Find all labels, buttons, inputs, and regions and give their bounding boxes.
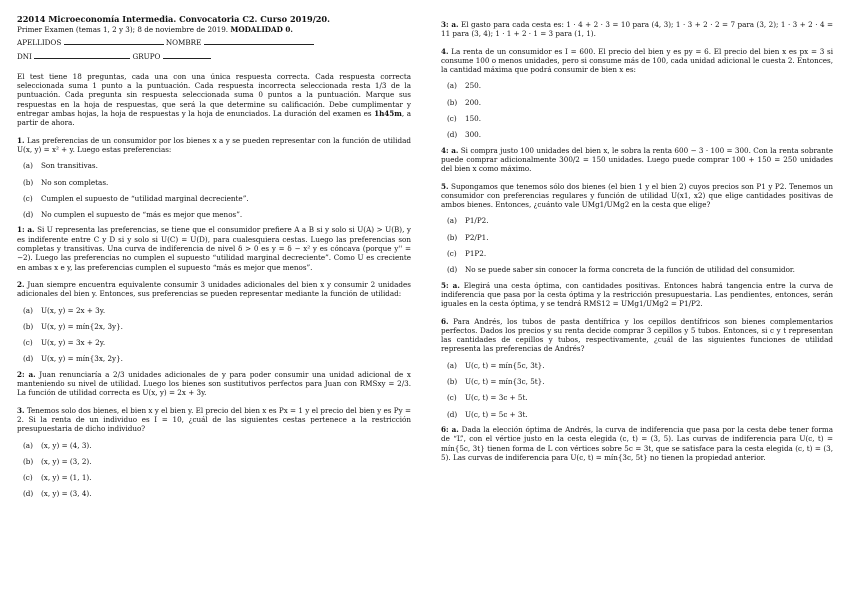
option-2c[interactable] [17,338,411,347]
apellidos-label: APELLIDOS [17,38,62,48]
nombre-line[interactable] [204,37,314,45]
option-6b[interactable] [441,377,833,386]
question-number: 2. [17,279,25,289]
answer-text: Si compra justo 100 unidades del bien x, le sobra la renta 600 − 3 · 100 = 300. Con la renta sobrante puede comprar adicionalmente 300/2 = 150 unidades. Luego puede comprar 100 + 150 = 250 unidades del bien x como máximo. [441,145,833,174]
option-text: U(c, t) = 5c + 3t. [465,409,528,419]
grupo-line[interactable] [163,51,211,59]
option-text: (x, y) = (3, 4). [41,489,92,499]
option-3d[interactable] [17,489,411,498]
option-5b[interactable] [441,233,833,242]
question-5 [441,182,833,210]
answer-text: Dada la elección óptima de Andrés, la curva de indiferencia que pasa por la cesta debe tener forma de “L”, con el vértice justo en la cesta elegida (c, t) = (3, 5). Las curvas de indiferencia para U(c, t) = mín{5c, 3t} tienen forma de L con vértices sobre 5c = 3t, que se satisface para la cesta elegida (c, t) = (3, 5). Las curvas de indiferencia para U(c, t) = mín{3c, 5t} no tienen la propiedad anterior. [441,424,833,462]
exam-duration: 1h45m [374,109,402,119]
option-text: U(x, y) = mín{3x, 2y}. [41,354,123,364]
option-label: (c) [23,473,33,483]
question-text: Supongamos que tenemos sólo dos bienes (el bien 1 y el bien 2) cuyos precios son P1 y P2. Tenemos un consumidor con preferencias regulares y función de utilidad U(x1, x2) que elige cantidades positivas de ambos bienes. Entonces, ¿cuánto vale UMg1/UMg2 en la cesta que elige? [441,181,833,210]
option-text: U(x, y) = 2x + 3y. [41,305,106,315]
option-label: (c) [23,193,33,203]
answer-text: Juan renunciaría a 2/3 unidades adicionales de y para poder consumir una unidad adicional de x manteniendo su nivel de utilidad. Luego los bienes son sustitutivos perfectos para Juan con RMSxy = 2/3. La función de utilidad correcta es U(x, y) = 2x + 3y. [17,369,411,398]
option-text: U(c, t) = 3c + 5t. [465,393,528,403]
option-1c[interactable] [17,194,411,203]
option-label: (a) [447,360,457,370]
option-label: (c) [447,249,457,259]
option-text: U(c, t) = mín{5c, 3t}. [465,360,545,370]
answer-text: Si U representa las preferencias, se tiene que el consumidor prefiere A a B si y solo si U(A) > U(B), y es indiferente entre C y D si y solo si U(C) = U(D), para cualesquiera cestas. Luego las preferencias son completas y transitivas. Una curva de indiferencia de nivel δ > 0 es y = δ − x² y es cóncava (porque y'' = −2). Luego las preferencias no cumplen el supuesto “utilidad marginal decreciente”. Como U es creciente en ambas x e y, las preferencias cumplen el supuesto “más es mejor que menos”. [17,225,411,272]
question-1 [17,136,411,155]
question-number: 4. [441,46,449,56]
option-label: (a) [23,305,33,315]
option-4b[interactable] [441,98,833,107]
option-text: No son completas. [41,177,109,187]
option-4c[interactable] [441,114,833,123]
option-text: 250. [465,81,482,91]
option-5d[interactable] [441,265,833,274]
option-label: (a) [447,216,457,226]
question-text: La renta de un consumidor es I = 600. El precio del bien y es py = 6. El precio del bien x es px = 3 si consume 100 o menos unidades, pero si consume más de 100, cada unidad adicional le cuesta 2. Entonces, la cantidad máxima que podrá consumir de bien x es: [441,46,833,75]
option-label: (b) [23,321,34,331]
option-text: P1/P2. [465,216,489,226]
id-fields [17,51,411,61]
name-fields [17,37,411,47]
option-1b[interactable] [17,178,411,187]
option-text: P1P2. [465,249,487,259]
exam-subtitle [17,25,411,34]
option-label: (d) [447,265,458,275]
apellidos-line[interactable] [64,37,164,45]
option-label: (a) [447,81,457,91]
option-text: 300. [465,130,482,140]
answer-tag: 2: a. [17,369,36,379]
option-label: (d) [447,409,458,419]
dni-line[interactable] [34,51,130,59]
option-label: (b) [447,377,458,387]
option-label: (b) [23,456,34,466]
option-2d[interactable] [17,354,411,363]
dni-label: DNI [17,51,32,61]
option-label: (c) [447,114,457,124]
instructions [17,72,411,128]
option-label: (b) [23,177,34,187]
option-label: (b) [447,97,458,107]
option-label: (c) [23,338,33,348]
option-2b[interactable] [17,322,411,331]
option-text: U(x, y) = 3x + 2y. [41,338,106,348]
question-text: Las preferencias de un consumidor por los bienes x a y se pueden representar con la función de utilidad U(x, y) = x² + y. Luego estas preferencias: [17,135,411,154]
option-text: (x, y) = (4, 3). [41,440,92,450]
question-2 [17,280,411,299]
option-6d[interactable] [441,410,833,419]
question-number: 3. [17,405,25,415]
option-text: U(c, t) = mín{3c, 5t}. [465,377,545,387]
nombre-label: NOMBRE [165,38,202,48]
question-text: Tenemos solo dos bienes, el bien x y el bien y. El precio del bien x es Px = 1 y el precio del bien y es Py = 2. Si la renta de un individuo es I = 10, ¿cuál de las siguientes cestas pertenece a la restricción presupuestaria de dicho individuo? [17,405,411,434]
option-label: (d) [447,130,458,140]
option-3c[interactable] [17,473,411,482]
option-4d[interactable] [441,130,833,139]
option-text: 150. [465,114,482,124]
answer-tag: 5: a. [441,280,460,290]
option-4a[interactable] [441,81,833,90]
answer-6 [441,425,833,462]
option-3b[interactable] [17,457,411,466]
right-column [441,14,833,462]
option-label: (a) [23,440,33,450]
option-label: (d) [23,354,34,364]
option-text: No cumplen el supuesto de “más es mejor que menos”. [41,210,243,220]
option-6c[interactable] [441,393,833,402]
question-number: 5. [441,181,449,191]
answer-2 [17,370,411,398]
answer-tag: 4: a. [441,145,459,155]
option-6a[interactable] [441,361,833,370]
question-text: Juan siempre encuentra equivalente consumir 3 unidades adicionales del bien x y consumir 2 unidades adicionales del bien y. Entonces, sus preferencias se pueden representar mediante la función de utilidad: [17,279,411,299]
left-column [17,14,411,499]
option-5c[interactable] [441,249,833,258]
instructions-text: El test tiene 18 preguntas, cada una con una única respuesta correcta. Cada respuesta correcta seleccionada suma 1 punto a la puntuación. Cada respuesta incorrecta seleccionada resta 1/3 de la puntuación. Cada pregunta sin respuesta seleccionada suma 0 puntos a la puntuación. Marque sus respuestas en la hoja de respuestas, que será la que determine su calificación. Debe cumplimentar y entregar ambas hojas, la hoja de respuestas y la hoja de enunciados. La duración del examen es [17,71,411,119]
option-5a[interactable] [441,216,833,225]
option-text: U(x, y) = mín{2x, 3y}. [41,321,123,331]
answer-4 [441,146,833,174]
question-6 [441,317,833,354]
answer-text: Elegirá una cesta óptima, con cantidades positivas. Entonces habrá tangencia entre la curva de indiferencia que pasa por la cesta óptima y la restricción presupuestaria. Las pendientes, entonces, serán iguales en la cesta óptima, y se tendrá RMS12 = UMg1/UMg2 = P1/P2. [441,280,833,309]
question-3 [17,406,411,434]
option-1d[interactable] [17,210,411,219]
question-number: 6. [441,316,449,326]
option-text: Son transitivas. [41,161,98,171]
option-text: No se puede saber sin conocer la forma concreta de la función de utilidad del consumidor. [465,265,795,275]
question-4 [441,47,833,75]
option-label: (b) [447,232,458,242]
option-2a[interactable] [17,306,411,315]
grupo-label: GRUPO [132,51,161,61]
option-label: (c) [447,393,457,403]
instructions-tail: , a partir de ahora. [17,109,411,128]
exam-title: 22014 Microeconomía Intermedia. Convocatoria C2. Curso 2019/20. [17,14,330,24]
option-label: (a) [23,161,33,171]
exam-modality: MODALIDAD 0. [230,25,293,34]
option-label: (d) [23,210,34,220]
answer-5 [441,281,833,309]
option-text: P2/P1. [465,232,489,242]
option-text: Cumplen el supuesto de “utilidad marginal decreciente”. [41,193,249,203]
option-text: (x, y) = (3, 2). [41,456,92,466]
answer-3 [441,20,833,39]
question-text: Para Andrés, los tubos de pasta dentífrica y los cepillos dentífricos son bienes complementarios perfectos. Dados los precios y su renta decide comprar 3 cepillos y 5 tubos. Entonces, si c y t representan las cantidades de cepillos y tubos, respectivamente, ¿cuál de las siguientes funciones de utilidad representa las preferencias de Andrés? [441,316,833,354]
option-text: 200. [465,97,482,107]
option-label: (d) [23,489,34,499]
question-number: 1. [17,135,25,145]
option-3a[interactable] [17,441,411,450]
option-1a[interactable] [17,161,411,170]
exam-subtitle-text: Primer Examen (temas 1, 2 y 3); 8 de noviembre de 2019. [17,25,229,34]
answer-text: El gasto para cada cesta es: 1 · 4 + 2 · 3 = 10 para (4, 3); 1 · 3 + 2 · 2 = 7 para (3, 2); 1 · 3 + 2 · 4 = 11 para (3, 4); 1 · 1 + 2 · 1 = 3 para (1, 1). [441,20,834,39]
answer-tag: 3: a. [441,20,459,29]
answer-1 [17,225,411,271]
option-text: (x, y) = (1, 1). [41,473,92,483]
answer-tag: 6: a. [441,424,459,434]
answer-tag: 1: a. [17,225,35,235]
